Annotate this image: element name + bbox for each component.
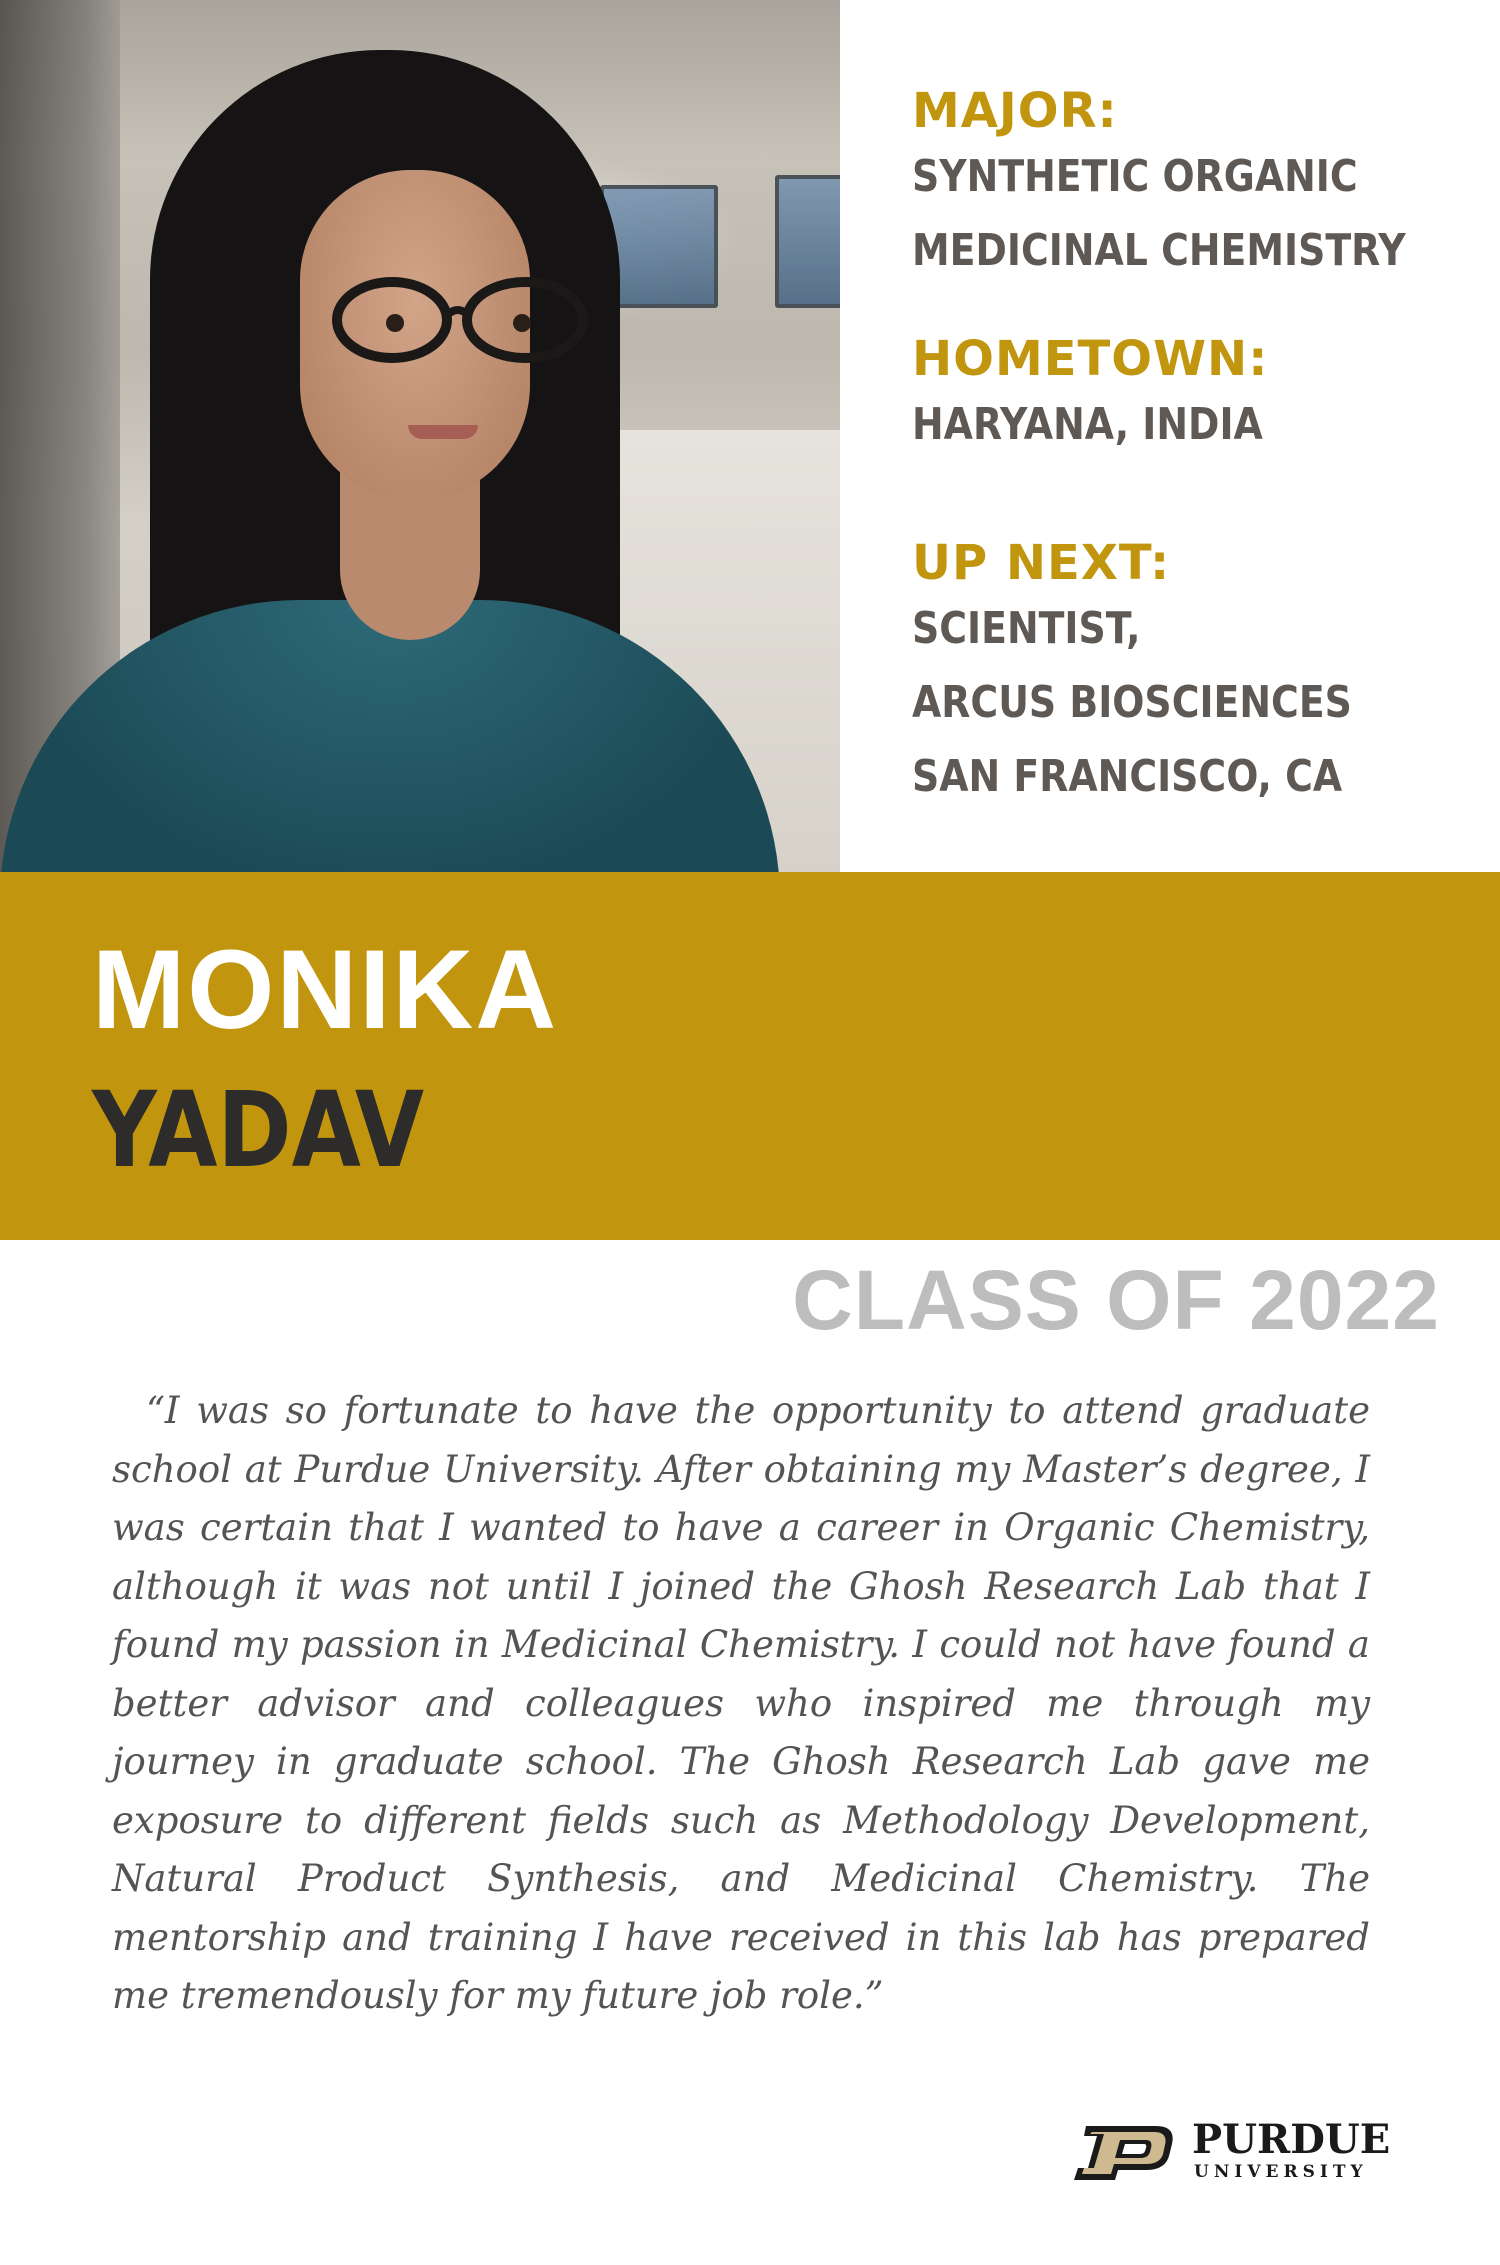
purdue-p-icon xyxy=(1068,2124,1180,2182)
mouth xyxy=(408,425,478,439)
hometown-label: HOMETOWN: xyxy=(912,331,1269,387)
profile-info xyxy=(912,82,1472,842)
first-name: MONIKA xyxy=(92,927,559,1052)
up-next-line: SAN FRANCISCO, CA xyxy=(912,751,1343,802)
hometown-section xyxy=(912,330,1472,478)
major-line: MEDICINAL CHEMISTRY xyxy=(912,225,1406,276)
up-next-label: UP NEXT: xyxy=(912,535,1171,591)
glasses-icon xyxy=(330,275,600,370)
up-next-line: SCIENTIST, xyxy=(912,603,1141,654)
purdue-logo xyxy=(1068,2118,1408,2186)
portrait-photo xyxy=(0,0,840,872)
last-name: YADAV xyxy=(92,1069,425,1191)
class-year: CLASS OF 2022 xyxy=(792,1253,1440,1347)
background-monitor xyxy=(775,175,840,308)
major-section xyxy=(912,82,1472,330)
testimonial-quote: “I was so fortunate to have the opportunity to attend graduate school at Purdue University. After obtaining my Master’s degree, I was certain that I wanted to have a career in Organic Chemistry, although it was not until I joined the Ghosh Research Lab that I found my passion in Medicinal Chemistry. I could not have found a better advisor and colleagues who inspired me through my journey in graduate school. The Ghosh Research Lab gave me exposure to different fields such as Methodology Development, Natural Product Synthesis, and Medicinal Chemistry. The mentorship and training I have received in this lab has prepared me tremendously for my future job role.” xyxy=(112,1389,1370,2017)
up-next-line: ARCUS BIOSCIENCES xyxy=(912,677,1352,728)
logo-wordmark: PURDUE xyxy=(1192,2116,1391,2163)
major-line: SYNTHETIC ORGANIC xyxy=(912,151,1358,202)
up-next-section xyxy=(912,534,1472,814)
hometown-line: HARYANA, INDIA xyxy=(912,399,1263,450)
major-label: MAJOR: xyxy=(912,83,1118,139)
logo-subtitle: UNIVERSITY xyxy=(1194,2162,1368,2182)
